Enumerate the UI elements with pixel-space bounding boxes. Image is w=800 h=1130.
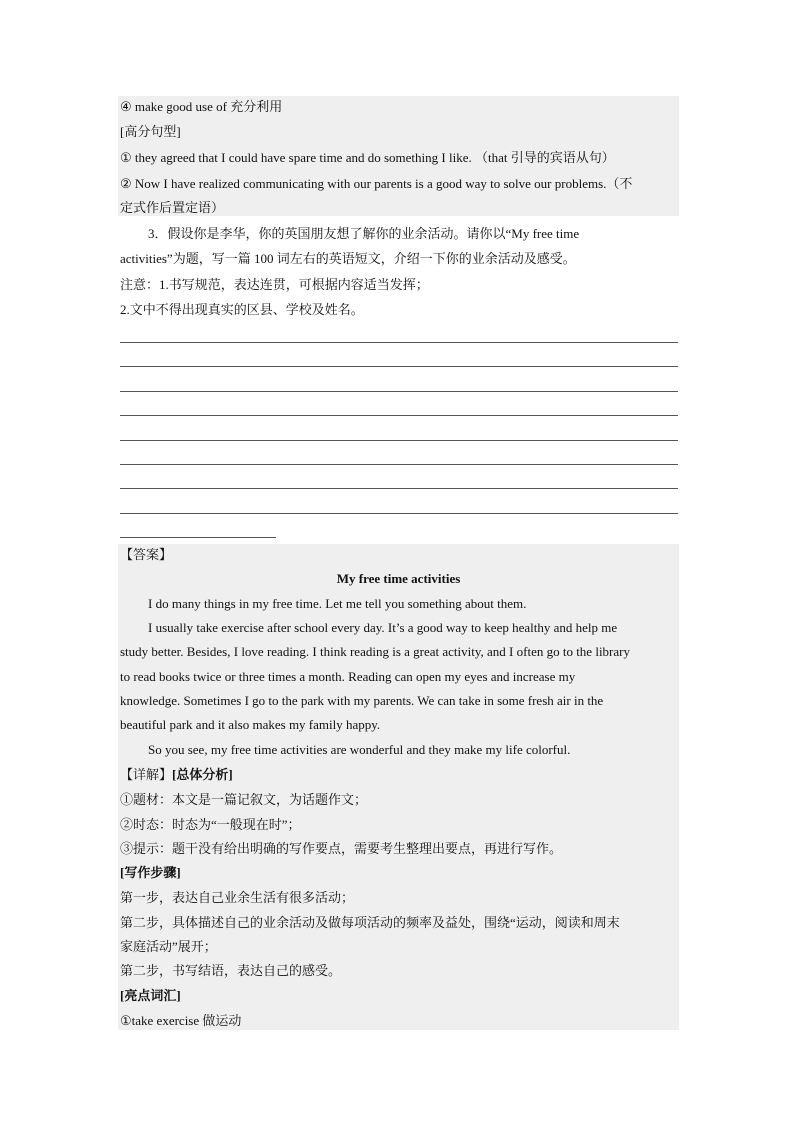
analysis-label: 【详解】 <box>120 767 173 782</box>
step-3: 第二步，书写结语，表达自己的感受。 <box>120 963 342 978</box>
writing-line <box>120 464 678 465</box>
essay-paragraph-2-line-4: knowledge. Sometimes I go to the park with my parents. We can take in some fresh air in the <box>120 693 604 708</box>
sentence-pattern-heading: [高分句型] <box>120 124 181 139</box>
vocab-item-1: ①take exercise 做运动 <box>120 1013 242 1028</box>
analysis-item-2: ②时态：时态为“一般现在时”； <box>120 817 301 832</box>
writing-line <box>120 342 678 343</box>
sentence-pattern-1: ① they agreed that I could have spare time and do something I like. （that 引导的宾语从句） <box>120 150 615 165</box>
sentence-pattern-2-cont: 定式作后置定语） <box>120 200 225 215</box>
analysis-heading <box>120 766 233 784</box>
writing-line <box>120 366 678 367</box>
writing-line-short <box>120 537 276 538</box>
sentence-pattern-2: ② Now I have realized communicating with our parents is a good way to solve our problems.（不 <box>120 176 633 191</box>
question-line-2: activities”为题，写一篇 100 词左右的英语短文，介绍一下你的业余活动及感受。 <box>120 251 576 266</box>
step-2-line-2: 家庭活动”展开； <box>120 939 217 954</box>
essay-title: My free time activities <box>336 571 461 586</box>
answer-label: 【答案】 <box>120 547 173 562</box>
step-2-line-1: 第二步，具体描述自己的业余活动及做每项活动的频率及益处，围绕“运动，阅读和周末 <box>120 915 620 930</box>
analysis-item-1: ①题材：本文是一篇记叙文，为话题作文； <box>120 792 368 807</box>
vocab-item-4: ④ make good use of 充分利用 <box>120 99 283 114</box>
question-note-1: 注意：1.书写规范，表达连贯，可根据内容适当发挥； <box>120 277 429 292</box>
overall-analysis-heading: [总体分析] <box>172 767 233 782</box>
answer-shaded-panel <box>118 544 679 1030</box>
writing-line <box>120 391 678 392</box>
essay-paragraph-3: So you see, my free time activities are wonderful and they make my life colorful. <box>148 742 571 757</box>
writing-line <box>120 415 678 416</box>
writing-line <box>120 488 678 489</box>
essay-paragraph-2-line-1: I usually take exercise after school every day. It’s a good way to keep healthy and help me <box>148 620 618 635</box>
essay-paragraph-2-line-3: to read books twice or three times a month. Reading can open my eyes and increase my <box>120 669 576 684</box>
essay-paragraph-2-line-5: beautiful park and it also makes my family happy. <box>120 717 381 732</box>
analysis-item-3: ③提示：题干没有给出明确的写作要点，需要考生整理出要点，再进行写作。 <box>120 841 563 856</box>
step-1: 第一步，表达自己业余生活有很多活动； <box>120 890 355 905</box>
question-note-2: 2.文中不得出现真实的区县、学校及姓名。 <box>120 302 364 317</box>
essay-paragraph-1: I do many things in my free time. Let me tell you something about them. <box>148 596 527 611</box>
question-line-1: 3．假设你是李华，你的英国朋友想了解你的业余活动。请你以“My free time <box>148 226 580 241</box>
writing-line <box>120 513 678 514</box>
writing-line <box>120 440 678 441</box>
highlight-vocab-heading: [亮点词汇] <box>120 988 181 1003</box>
writing-steps-heading: [写作步骤] <box>120 865 181 880</box>
essay-paragraph-2-line-2: study better. Besides, I love reading. I think reading is a great activity, and I often go to the library <box>120 644 630 659</box>
